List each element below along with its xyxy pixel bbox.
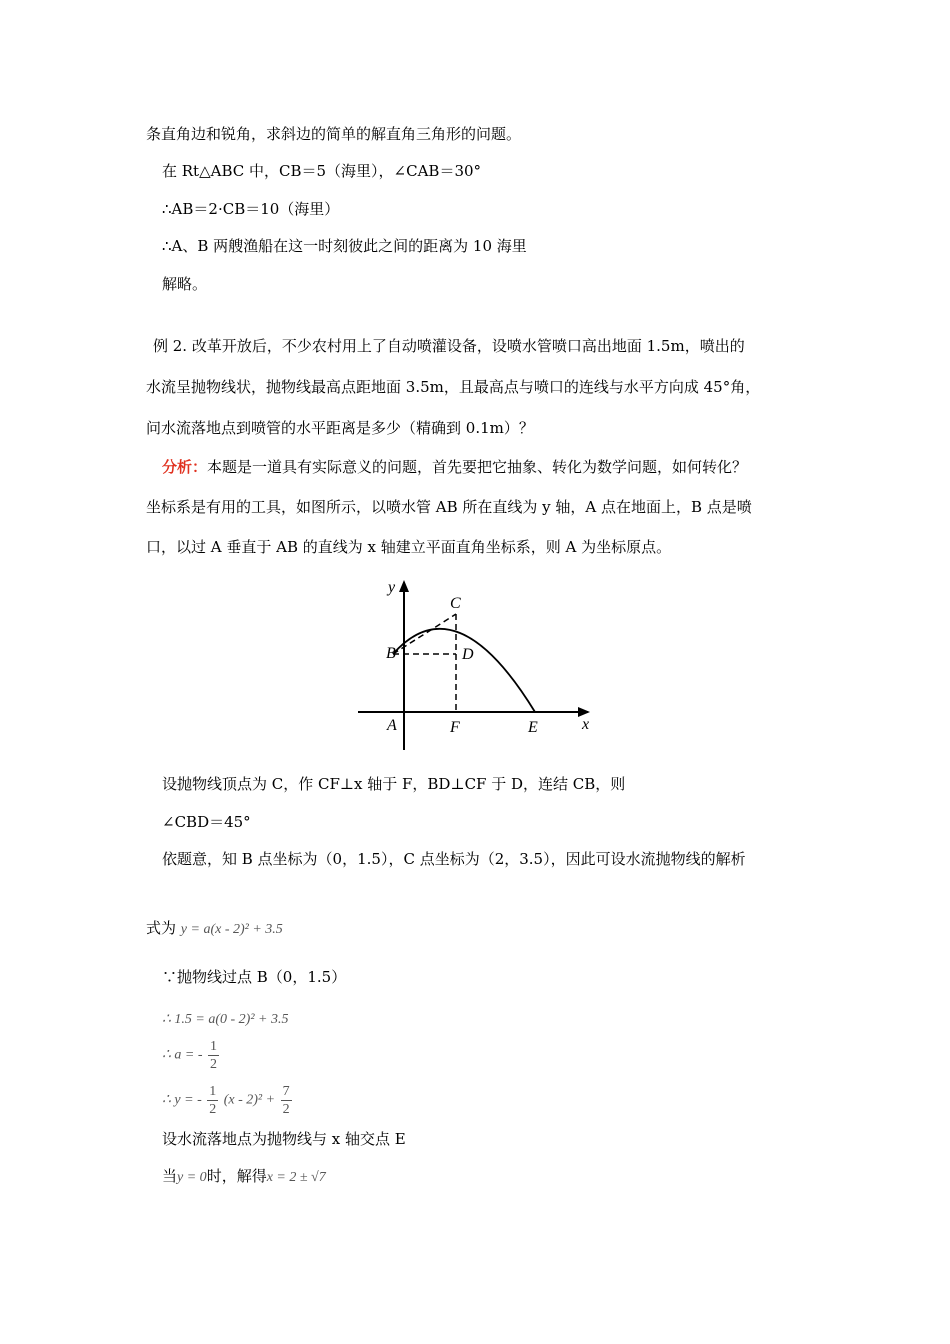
fraction-one-half: $\frac{1}{2}$ — [209, 1084, 217, 1117]
analysis-label: 分析： — [162, 458, 208, 476]
text-line: ∠CBD＝45° — [162, 813, 251, 831]
text-line: ∵抛物线过点 B（0，1.5） — [162, 968, 347, 986]
analysis-line — [162, 457, 747, 477]
label-x: x — [582, 716, 590, 733]
label-c: C — [450, 595, 461, 612]
text-line: 坐标系是有用的工具，如图所示，以喷水管 AB 所在直线为 y 轴，A 点在地面上，B 点是喷 — [146, 498, 752, 516]
text-line: 口，以过 A 垂直于 AB 的直线为 x 轴建立平面直角坐标系，则 A 为坐标原点。 — [146, 538, 672, 556]
fraction-one-half: $\frac{1}{2}$ — [210, 1039, 218, 1072]
condition-y-zero: y = 0 — [177, 1170, 207, 1185]
solution-prefix: 当 — [162, 1167, 178, 1185]
text-line: ∴A、B 两艘渔船在这一时刻彼此之间的距离为 10 海里 — [162, 237, 527, 255]
equation-substitution: ∴ 1.5 = a(0 - 2)² + 3.5 — [162, 1012, 289, 1027]
formula-prefix: 式为 — [146, 919, 177, 937]
solution-line — [162, 1166, 326, 1188]
text-line: 设抛物线顶点为 C，作 CF⊥x 轴于 F，BD⊥CF 于 D，连结 CB，则 — [162, 775, 626, 793]
text-line: 设水流落地点为抛物线与 x 轴交点 E — [162, 1130, 406, 1148]
example-heading-line: 例 2. 改革开放后，不少农村用上了自动喷灌设备，设喷水管喷口高出地面 1.5m，喷出的 — [153, 337, 745, 355]
eq4-mid: (x - 2)² + — [223, 1092, 276, 1108]
text-line: 解略。 — [162, 275, 208, 293]
text-line: 依题意，知 B 点坐标为（0，1.5），C 点坐标为（2，3.5），因此可设水流抛物线的解析 — [162, 850, 746, 868]
y-axis-arrow — [399, 580, 409, 592]
parabola-diagram — [350, 572, 600, 757]
text-line: 条直角边和锐角，求斜边的简单的解直角三角形的问题。 — [146, 125, 522, 143]
label-e: E — [528, 719, 538, 736]
equation-a-value — [162, 1038, 221, 1073]
analysis-text: 本题是一道具有实际意义的问题，首先要把它抽象、转化为数学问题，如何转化？ — [207, 458, 748, 476]
fraction-seven-half: $\frac{7}{2}$ — [282, 1084, 290, 1117]
text-line: 问水流落地点到喷管的水平距离是多少（精确到 0.1m）？ — [146, 419, 534, 437]
label-y: y — [388, 579, 396, 596]
text-line: 水流呈抛物线状，抛物线最高点距地面 3.5m，且最高点与喷口的连线与水平方向成 45°角， — [146, 378, 761, 396]
text-line: ∴AB＝2·CB＝10（海里） — [162, 200, 340, 218]
solution-x: x = 2 ± √7 — [266, 1170, 326, 1185]
eq3-lhs: ∴ a = - — [162, 1047, 203, 1063]
segment-bc — [393, 614, 456, 654]
text-line: 在 Rt△ABC 中，CB＝5（海里），∠CAB＝30° — [162, 162, 482, 180]
label-f: F — [450, 719, 460, 736]
solution-mid: 时，解得 — [206, 1167, 267, 1185]
eq4-lhs: ∴ y = - — [162, 1092, 202, 1108]
parabola-equation: y = a(x - 2)² + 3.5 — [180, 922, 283, 937]
label-d: D — [462, 646, 474, 663]
label-a: A — [387, 717, 397, 734]
label-b: B — [386, 645, 396, 662]
formula-line — [146, 918, 283, 940]
equation-final — [162, 1083, 294, 1118]
